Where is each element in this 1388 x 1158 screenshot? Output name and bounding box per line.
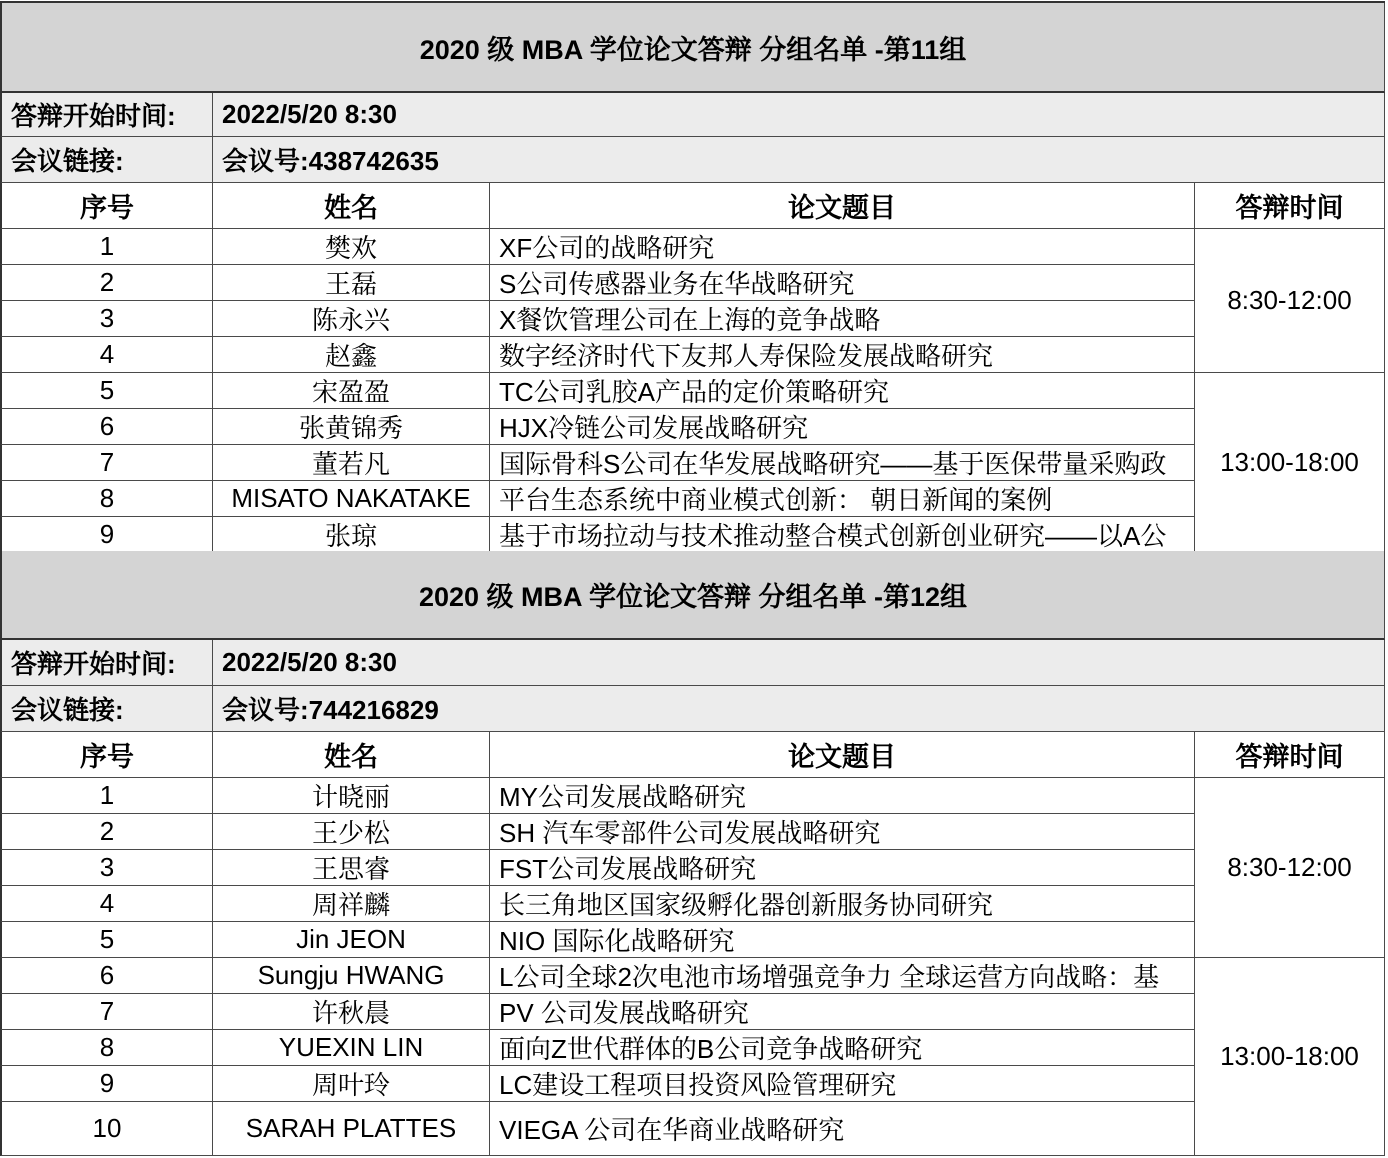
- meeting-link-value-text: 会议号:744216829: [222, 695, 439, 725]
- row-number-text: 6: [99, 960, 115, 990]
- student-name: [213, 373, 490, 409]
- header-name-text: 姓名: [324, 742, 378, 772]
- student-name: [213, 301, 490, 337]
- thesis-topic: [490, 517, 1195, 553]
- thesis-topic-text: FST公司发展战略研究: [499, 854, 757, 884]
- student-name: [213, 481, 490, 517]
- row-number-text: 7: [99, 447, 115, 477]
- student-name-text: 宋盈盈: [311, 377, 390, 407]
- start-time-value: [213, 93, 1385, 137]
- thesis-topic: [490, 445, 1195, 481]
- student-name: [213, 229, 490, 265]
- start-time-value: [213, 640, 1385, 686]
- header-time-text: 答辩时间: [1235, 193, 1344, 223]
- student-name-text: 赵鑫: [324, 341, 377, 371]
- row-number-text: 8: [99, 1032, 115, 1062]
- student-name-text: SARAH PLATTES: [245, 1113, 457, 1143]
- row-number-text: 3: [99, 852, 115, 882]
- student-name: [213, 994, 490, 1030]
- row-number-text: 3: [99, 303, 115, 333]
- row-number-text: 8: [99, 483, 115, 513]
- row-number: [0, 994, 213, 1030]
- student-name-text: 张黄锦秀: [298, 413, 403, 443]
- row-number: [0, 373, 213, 409]
- header-no-text: 序号: [80, 742, 134, 772]
- thesis-topic: [490, 994, 1195, 1030]
- row-number: [0, 481, 213, 517]
- row-number-text: 9: [99, 1068, 115, 1098]
- start-time-label: [0, 640, 213, 686]
- group-title: [0, 3, 1385, 93]
- student-name-text: MISATO NAKATAKE: [231, 483, 471, 513]
- student-name: [213, 886, 490, 922]
- meeting-link-label: [0, 137, 213, 183]
- student-name-text: 周祥麟: [311, 890, 390, 920]
- start-time-label: [0, 93, 213, 137]
- row-number: [0, 778, 213, 814]
- student-name: [213, 814, 490, 850]
- header-time-text: 答辩时间: [1235, 742, 1344, 772]
- student-name-text: 张琼: [324, 521, 377, 551]
- header-time: [1195, 183, 1385, 229]
- header-topic: [490, 183, 1195, 229]
- meeting-link-value: [213, 137, 1385, 183]
- row-number: [0, 229, 213, 265]
- row-number: [0, 445, 213, 481]
- meeting-link-label-text: 会议链接:: [11, 146, 124, 176]
- header-no: [0, 183, 213, 229]
- thesis-topic: [490, 301, 1195, 337]
- row-number-text: 1: [99, 231, 115, 261]
- thesis-topic-text: PV 公司发展战略研究: [499, 998, 749, 1028]
- meeting-link-label-text: 会议链接:: [11, 695, 124, 725]
- row-number: [0, 922, 213, 958]
- row-number-text: 10: [92, 1113, 122, 1143]
- student-name: [213, 1066, 490, 1102]
- row-number-text: 7: [99, 996, 115, 1026]
- header-name: [213, 183, 490, 229]
- header-topic: [490, 732, 1195, 778]
- student-name: [213, 850, 490, 886]
- student-name-text: Jin JEON: [296, 924, 406, 954]
- student-name: [213, 265, 490, 301]
- row-number: [0, 301, 213, 337]
- row-number: [0, 517, 213, 553]
- thesis-topic: [490, 1102, 1195, 1156]
- row-number: [0, 265, 213, 301]
- group-title-text: 2020 级 MBA 学位论文答辩 分组名单 -第11组: [419, 34, 967, 65]
- thesis-topic-text: 长三角地区国家级孵化器创新服务协同研究: [499, 890, 994, 920]
- student-name-text: YUEXIN LIN: [278, 1032, 424, 1062]
- meeting-link-value: [213, 686, 1385, 732]
- thesis-topic: [490, 409, 1195, 445]
- thesis-topic: [490, 922, 1195, 958]
- student-name: [213, 409, 490, 445]
- header-topic-text: 论文题目: [788, 742, 896, 772]
- header-topic-text: 论文题目: [788, 193, 896, 223]
- student-name: [213, 445, 490, 481]
- thesis-topic: [490, 850, 1195, 886]
- row-number-text: 4: [99, 339, 115, 369]
- student-name-text: 王少松: [311, 818, 390, 848]
- header-name: [213, 732, 490, 778]
- thesis-topic: [490, 778, 1195, 814]
- thesis-topic: [490, 1030, 1195, 1066]
- time-slot-text: 8:30-12:00: [1227, 852, 1352, 882]
- student-name: [213, 1030, 490, 1066]
- thesis-topic-text: X餐饮管理公司在上海的竞争战略: [499, 305, 881, 335]
- row-number: [0, 1102, 213, 1156]
- thesis-topic: [490, 337, 1195, 373]
- thesis-topic: [490, 958, 1195, 994]
- student-name-text: 计晓丽: [311, 782, 390, 812]
- student-name-text: 董若凡: [311, 449, 390, 479]
- thesis-topic: [490, 1066, 1195, 1102]
- thesis-topic-text: HJX冷链公司发展战略研究: [499, 413, 809, 443]
- row-number: [0, 337, 213, 373]
- student-name-text: Sungju HWANG: [257, 960, 445, 990]
- meeting-link-value-text: 会议号:438742635: [222, 146, 439, 176]
- thesis-topic: [490, 373, 1195, 409]
- thesis-topic-text: TC公司乳胶A产品的定价策略研究: [499, 377, 890, 407]
- row-number: [0, 958, 213, 994]
- row-number-text: 2: [99, 816, 115, 846]
- group-title: [0, 551, 1385, 640]
- time-slot: [1195, 373, 1385, 553]
- row-number-text: 6: [99, 411, 115, 441]
- student-name-text: 许秋晨: [311, 998, 390, 1028]
- student-name: [213, 1102, 490, 1156]
- row-number-text: 1: [99, 780, 115, 810]
- start-time-value-text: 2022/5/20 8:30: [222, 647, 397, 677]
- student-name-text: 陈永兴: [311, 305, 390, 335]
- thesis-topic: [490, 481, 1195, 517]
- thesis-topic-text: 数字经济时代下友邦人寿保险发展战略研究: [499, 341, 994, 371]
- start-time-label-text: 答辩开始时间:: [11, 649, 176, 679]
- time-slot-text: 13:00-18:00: [1220, 1041, 1359, 1071]
- thesis-topic-text: NIO 国际化战略研究: [499, 926, 735, 956]
- start-time-label-text: 答辩开始时间:: [11, 101, 176, 131]
- row-number-text: 5: [99, 924, 115, 954]
- time-slot: [1195, 778, 1385, 958]
- row-number: [0, 409, 213, 445]
- row-number: [0, 814, 213, 850]
- student-name: [213, 337, 490, 373]
- time-slot: [1195, 958, 1385, 1156]
- header-name-text: 姓名: [324, 193, 378, 223]
- student-name: [213, 922, 490, 958]
- thesis-topic-text: 面向Z世代群体的B公司竞争战略研究: [499, 1034, 923, 1064]
- student-name-text: 王磊: [324, 269, 377, 299]
- thesis-topic: [490, 265, 1195, 301]
- student-name: [213, 778, 490, 814]
- header-no: [0, 732, 213, 778]
- student-name: [213, 958, 490, 994]
- header-time: [1195, 732, 1385, 778]
- thesis-topic-text: S公司传感器业务在华战略研究: [499, 269, 855, 299]
- row-number-text: 5: [99, 375, 115, 405]
- student-name: [213, 517, 490, 553]
- row-number-text: 4: [99, 888, 115, 918]
- thesis-topic-text: XF公司的战略研究: [499, 233, 715, 263]
- row-number-text: 2: [99, 267, 115, 297]
- thesis-topic-text: SH 汽车零部件公司发展战略研究: [499, 818, 881, 848]
- time-slot: [1195, 229, 1385, 373]
- row-number-text: 9: [99, 519, 115, 549]
- student-name-text: 王思睿: [311, 854, 390, 884]
- thesis-topic: [490, 814, 1195, 850]
- row-number: [0, 1066, 213, 1102]
- row-number: [0, 850, 213, 886]
- thesis-topic-text: VIEGA 公司在华商业战略研究: [499, 1115, 845, 1145]
- row-number: [0, 886, 213, 922]
- thesis-topic-text: LC建设工程项目投资风险管理研究: [499, 1070, 897, 1100]
- thesis-topic: [490, 886, 1195, 922]
- row-number: [0, 1030, 213, 1066]
- time-slot-text: 8:30-12:00: [1227, 285, 1352, 315]
- thesis-topic-text: MY公司发展战略研究: [499, 782, 747, 812]
- thesis-topic-text: 国际骨科S公司在华发展战略研究——基于医保带量采购政: [499, 449, 1167, 479]
- header-no-text: 序号: [80, 193, 134, 223]
- start-time-value-text: 2022/5/20 8:30: [222, 99, 397, 129]
- thesis-topic: [490, 229, 1195, 265]
- meeting-link-label: [0, 686, 213, 732]
- thesis-topic-text: L公司全球2次电池市场增强竞争力 全球运营方向战略：基: [499, 962, 1160, 992]
- student-name-text: 樊欢: [324, 233, 377, 263]
- student-name-text: 周叶玲: [311, 1070, 390, 1100]
- time-slot-text: 13:00-18:00: [1220, 447, 1359, 477]
- thesis-topic-text: 基于市场拉动与技术推动整合模式创新创业研究——以A公: [499, 521, 1167, 551]
- thesis-topic-text: 平台生态系统中商业模式创新： 朝日新闻的案例: [499, 485, 1053, 515]
- group-title-text: 2020 级 MBA 学位论文答辩 分组名单 -第12组: [418, 582, 968, 612]
